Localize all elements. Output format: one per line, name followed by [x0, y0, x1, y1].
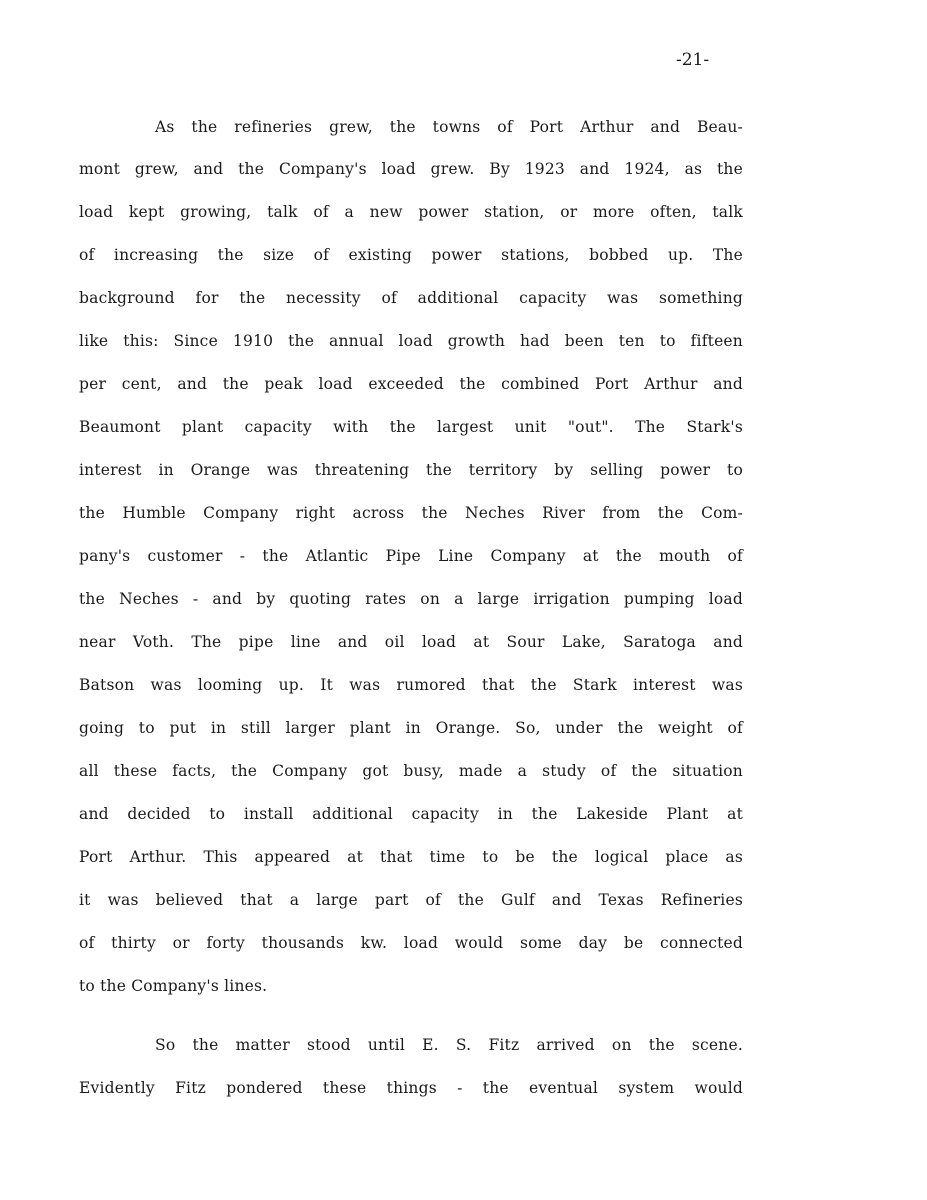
text-line: the Neches - and by quoting rates on a large irrigation pumping load: [79, 590, 743, 608]
text-line: of thirty or forty thousands kw. load would some day be connected: [79, 934, 743, 952]
text-line: Evidently Fitz pondered these things - the eventual system would: [79, 1079, 743, 1097]
text-line: As the refineries grew, the towns of Port Arthur and Beau-: [155, 118, 743, 136]
text-line: interest in Orange was threatening the territory by selling power to: [79, 461, 743, 479]
text-line: mont grew, and the Company's load grew. By 1923 and 1924, as the: [79, 160, 743, 178]
text-line: near Voth. The pipe line and oil load at Sour Lake, Saratoga and: [79, 633, 743, 651]
text-line: Batson was looming up. It was rumored that the Stark interest was: [79, 676, 743, 694]
text-line: So the matter stood until E. S. Fitz arrived on the scene.: [155, 1036, 743, 1054]
text-line: the Humble Company right across the Neches River from the Com-: [79, 504, 743, 522]
text-line: per cent, and the peak load exceeded the combined Port Arthur and: [79, 375, 743, 393]
text-line: it was believed that a large part of the Gulf and Texas Refineries: [79, 891, 743, 909]
text-line: going to put in still larger plant in Orange. So, under the weight of: [79, 719, 743, 737]
text-line: Port Arthur. This appeared at that time to be the logical place as: [79, 848, 743, 866]
text-line: all these facts, the Company got busy, made a study of the situation: [79, 762, 743, 780]
page-number: -21-: [676, 50, 710, 70]
text-line: background for the necessity of additional capacity was something: [79, 289, 743, 307]
text-line: of increasing the size of existing power stations, bobbed up. The: [79, 246, 743, 264]
text-line: load kept growing, talk of a new power station, or more often, talk: [79, 203, 743, 221]
text-line: to the Company's lines.: [79, 977, 268, 995]
text-line: pany's customer - the Atlantic Pipe Line Company at the mouth of: [79, 547, 743, 565]
text-line: like this: Since 1910 the annual load growth had been ten to fifteen: [79, 332, 743, 350]
text-line: and decided to install additional capacity in the Lakeside Plant at: [79, 805, 743, 823]
text-line: Beaumont plant capacity with the largest unit "out". The Stark's: [79, 418, 743, 436]
